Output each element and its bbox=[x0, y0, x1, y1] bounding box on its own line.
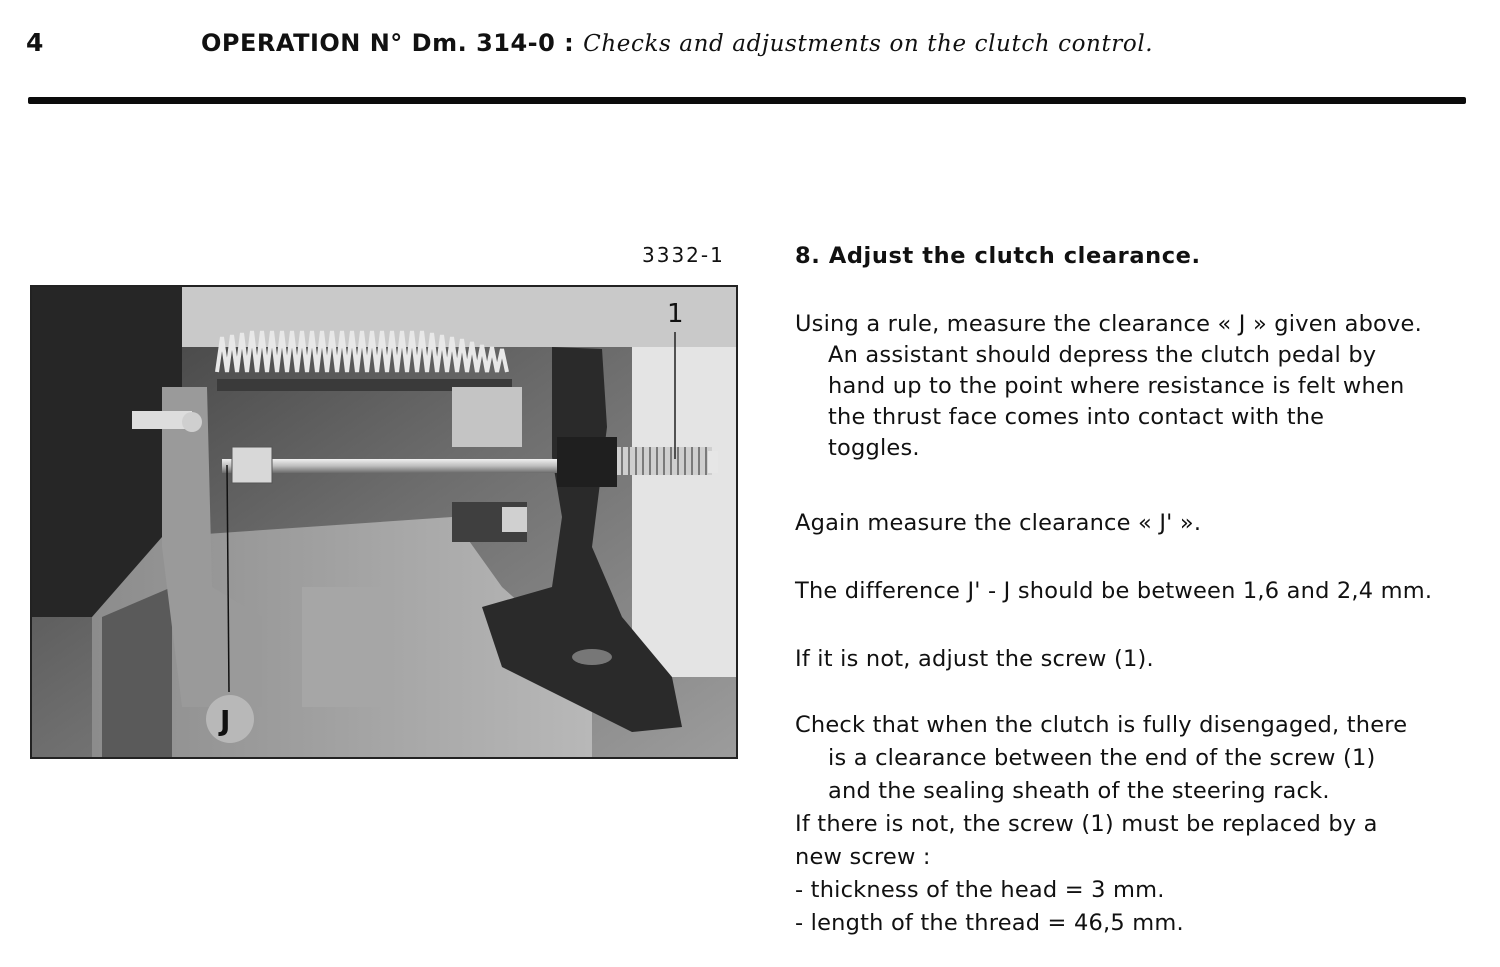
operation-header bbox=[201, 29, 1153, 57]
para1-line-2: An assistant should depress the clutch pedal by bbox=[828, 342, 1377, 368]
para5-line-1: Check that when the clutch is fully disengaged, there bbox=[795, 712, 1408, 738]
step-heading: 8. Adjust the clutch clearance. bbox=[795, 243, 1201, 269]
callout-j-label: J bbox=[220, 704, 231, 737]
para4: If it is not, adjust the screw (1). bbox=[795, 646, 1154, 672]
para1-line-5: toggles. bbox=[828, 435, 920, 461]
page-number: 4 bbox=[26, 28, 44, 57]
operation-description: Checks and adjustments on the clutch control. bbox=[583, 31, 1154, 57]
header-separator: : bbox=[555, 29, 584, 57]
clutch-control-photo bbox=[30, 285, 738, 759]
para1-line-1: Using a rule, measure the clearance « J » given above. bbox=[795, 311, 1422, 337]
callout-1-label: 1 bbox=[667, 299, 684, 329]
para3: The difference J' - J should be between 1,6 and 2,4 mm. bbox=[795, 578, 1433, 604]
spec-thread-length: - length of the thread = 46,5 mm. bbox=[795, 910, 1184, 936]
figure-reference: 3332-1 bbox=[642, 243, 725, 267]
spec-head-thickness: - thickness of the head = 3 mm. bbox=[795, 877, 1165, 903]
operation-number: OPERATION N° Dm. 314-0 bbox=[201, 29, 556, 57]
para6-line-1: If there is not, the screw (1) must be replaced by a bbox=[795, 811, 1378, 837]
para1-line-3: hand up to the point where resistance is felt when bbox=[828, 373, 1405, 399]
header-rule bbox=[28, 97, 1466, 104]
para2: Again measure the clearance « J' ». bbox=[795, 510, 1202, 536]
para5-line-3: and the sealing sheath of the steering rack. bbox=[828, 778, 1330, 804]
para1-line-4: the thrust face comes into contact with the bbox=[828, 404, 1325, 430]
para6-line-2: new screw : bbox=[795, 844, 931, 870]
para5-line-2: is a clearance between the end of the screw (1) bbox=[828, 745, 1376, 771]
